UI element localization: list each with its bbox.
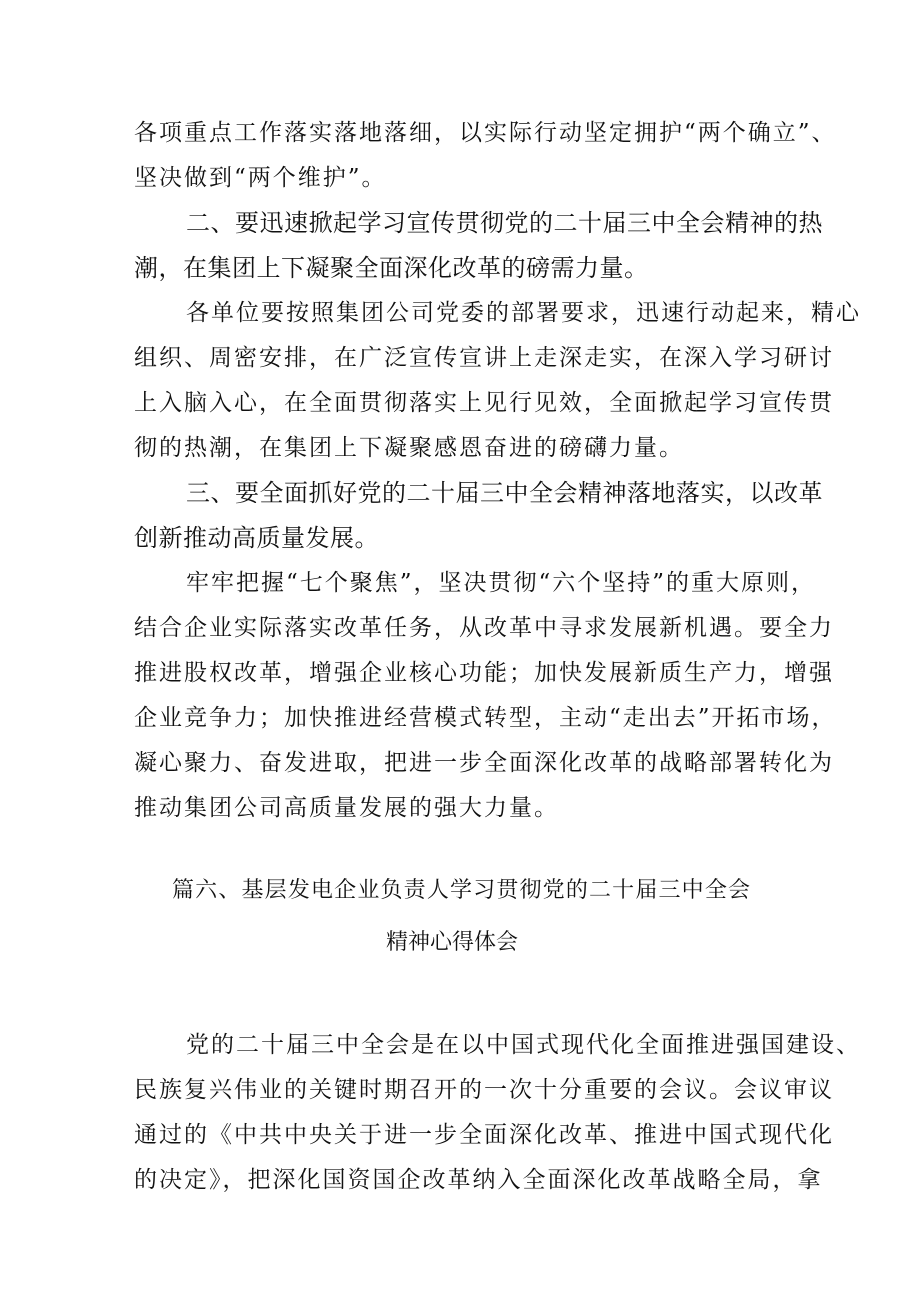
section-title-line: 篇六、基层发电企业负责人学习贯彻党的二十届三中全会	[172, 878, 750, 903]
paragraph-line: 牢牢把握“七个聚焦”，坚决贯彻“六个坚持”的重大原则，	[186, 570, 817, 596]
paragraph-line: 坚决做到“两个维护”。	[134, 165, 387, 191]
paragraph-line: 的决定》，把深化国资国企改革纳入全面深化改革战略全局，拿	[134, 1167, 823, 1193]
paragraph-line: 各项重点工作落实落地落细，以实际行动坚定拥护“两个确立”、	[134, 120, 837, 146]
section-heading-line: 三、要全面抓好党的二十届三中全会精神落地落实，以改革	[186, 479, 823, 507]
paragraph-line: 上入脑入心，在全面贯彻落实上见行见效，全面掀起学习宣传贯	[134, 390, 834, 416]
paragraph-line: 民族复兴伟业的关键时期召开的一次十分重要的会议。会议审议	[134, 1077, 834, 1103]
paragraph-line: 各单位要按照集团公司党委的部署要求，迅速行动起来，精心	[186, 300, 861, 326]
paragraph-line: 凝心聚力、奋发进取，把进一步全面深化改革的战略部署转化为	[134, 750, 834, 776]
paragraph-line: 彻的热潮，在集团上下凝聚感恩奋进的磅礴力量。	[134, 435, 684, 461]
paragraph-line: 通过的《中共中央关于进一步全面深化改革、推进中国式现代化	[134, 1122, 834, 1148]
paragraph-line: 党的二十届三中全会是在以中国式现代化全面推进强国建设、	[186, 1032, 861, 1058]
section-heading-line: 创新推动高质量发展。	[134, 524, 379, 552]
paragraph-line: 推动集团公司高质量发展的强大力量。	[134, 795, 559, 821]
paragraph-line: 推进股权改革，增强企业核心功能；加快发展新质生产力，增强	[134, 660, 834, 686]
paragraph-line: 结合企业实际落实改革任务，从改革中寻求发展新机遇。要全力	[134, 615, 834, 641]
paragraph-line: 企业竞争力；加快推进经营模式转型，主动“走出去”开拓市场，	[134, 705, 837, 731]
section-title-line: 精神心得体会	[386, 930, 519, 955]
paragraph-line: 组织、周密安排，在广泛宣传宣讲上走深走实，在深入学习研讨	[134, 345, 834, 371]
section-heading-line: 二、要迅速掀起学习宣传贯彻党的二十届三中全会精神的热	[186, 209, 823, 237]
section-heading-line: 潮，在集团上下凝聚全面深化改革的磅需力量。	[134, 254, 649, 282]
